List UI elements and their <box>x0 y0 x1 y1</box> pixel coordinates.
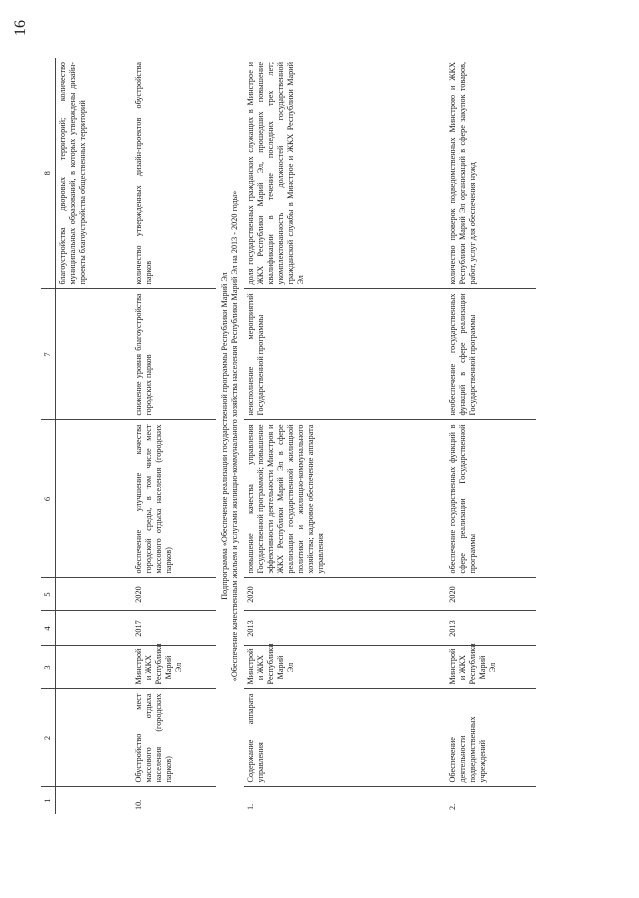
col-header-4: 4 <box>41 611 56 646</box>
col-header-5: 5 <box>41 578 56 611</box>
executor-cell: Минстрой и ЖКХ Республики Марий Эл <box>244 646 446 689</box>
column-number-header <box>41 58 56 814</box>
risk-cell: снижение уровня благоустройства городских парков <box>132 289 216 420</box>
subprogram-title-line-1: Подпрограмма «Обеспечение реализации государственной программы Республики Марий Эл <box>219 272 229 600</box>
risk-cell: необеспечение государственных функций в сфере реализации Государственной программы <box>446 289 536 420</box>
col-header-7: 7 <box>41 289 56 420</box>
end-year: 2020 <box>446 578 536 611</box>
risk-cell: неисполнение мероприятий Государственной программы <box>244 289 446 420</box>
col-header-2: 2 <box>41 689 56 787</box>
table-row-continued <box>56 58 132 814</box>
table-row-1 <box>244 58 446 814</box>
end-year: 2020 <box>244 578 446 611</box>
expected-result: обеспечение улучшение качества городской среды, в том числе мест массового отдыха населения (городских парков) <box>132 420 216 578</box>
end-year: 2020 <box>132 578 216 611</box>
row-number: 2. <box>447 803 457 810</box>
col-header-8: 8 <box>41 58 56 289</box>
col-header-6: 6 <box>41 420 56 578</box>
table-row-10 <box>132 58 216 814</box>
indicator-cell: благоустройства дворовых территорий; количество муниципальных образований, в которых утверждены дизайн-проекты благоустройства общественных территорий <box>56 58 132 289</box>
subprogram-title-line-2: «Обеспечение качественным жильем и услугами жилищно-коммунального хозяйства населения Республики Марий Эл на 2013 - 2020 годы» <box>229 190 239 682</box>
row-number: 1. <box>245 803 255 810</box>
start-year: 2013 <box>446 611 536 646</box>
expected-result: обеспечение государственных функций в сфере реализации Государственной программы <box>446 420 536 578</box>
activity-name: Обустройство мест массового отдыха населения (городских парков) <box>132 689 216 787</box>
subprogram-title <box>216 58 244 814</box>
indicator-cell: доля государственных гражданских служащих в Минстрое и ЖКХ Республики Марий Эл, прошедших повышение квалификации в течение последних трех лет; укомплектованность должностей государственной гражданской службы в Минстрое и ЖКХ Республики Марий Эл <box>244 58 446 289</box>
table-row-2 <box>446 58 536 814</box>
col-header-3: 3 <box>41 646 56 689</box>
row-number: 10. <box>133 799 143 810</box>
activities-table <box>41 58 536 814</box>
activity-name: Содержание аппарата управления <box>244 689 446 787</box>
page-number: 16 <box>12 20 29 36</box>
expected-result: повышение качества управления Государственной программой; повышение эффективности деятельности Минстроя и ЖКХ Республики Марий Эл в сфере реализации государственной жилищной политики и жилищно-коммунального хозяйства; кадровое обеспечение аппарата управления <box>244 420 446 578</box>
executor-cell: Минстрой и ЖКХ Республики Марий Эл <box>132 646 216 689</box>
executor-cell: Минстрой и ЖКХ Республики Марий Эл <box>446 646 536 689</box>
start-year: 2013 <box>244 611 446 646</box>
activity-name: Обеспечение деятельности подведомственных учреждений <box>446 689 536 787</box>
col-header-1: 1 <box>41 787 56 814</box>
subprogram-heading-row <box>216 58 244 814</box>
indicator-cell: количество проверок подведомственных Минстрою и ЖКХ Республики Марий Эл организаций в сфере закупок товаров, работ, услуг для обеспечения нужд <box>446 58 536 289</box>
indicator-cell: количество утвержденных дизайн-проектов обустройства парков <box>132 58 216 289</box>
start-year: 2017 <box>132 611 216 646</box>
